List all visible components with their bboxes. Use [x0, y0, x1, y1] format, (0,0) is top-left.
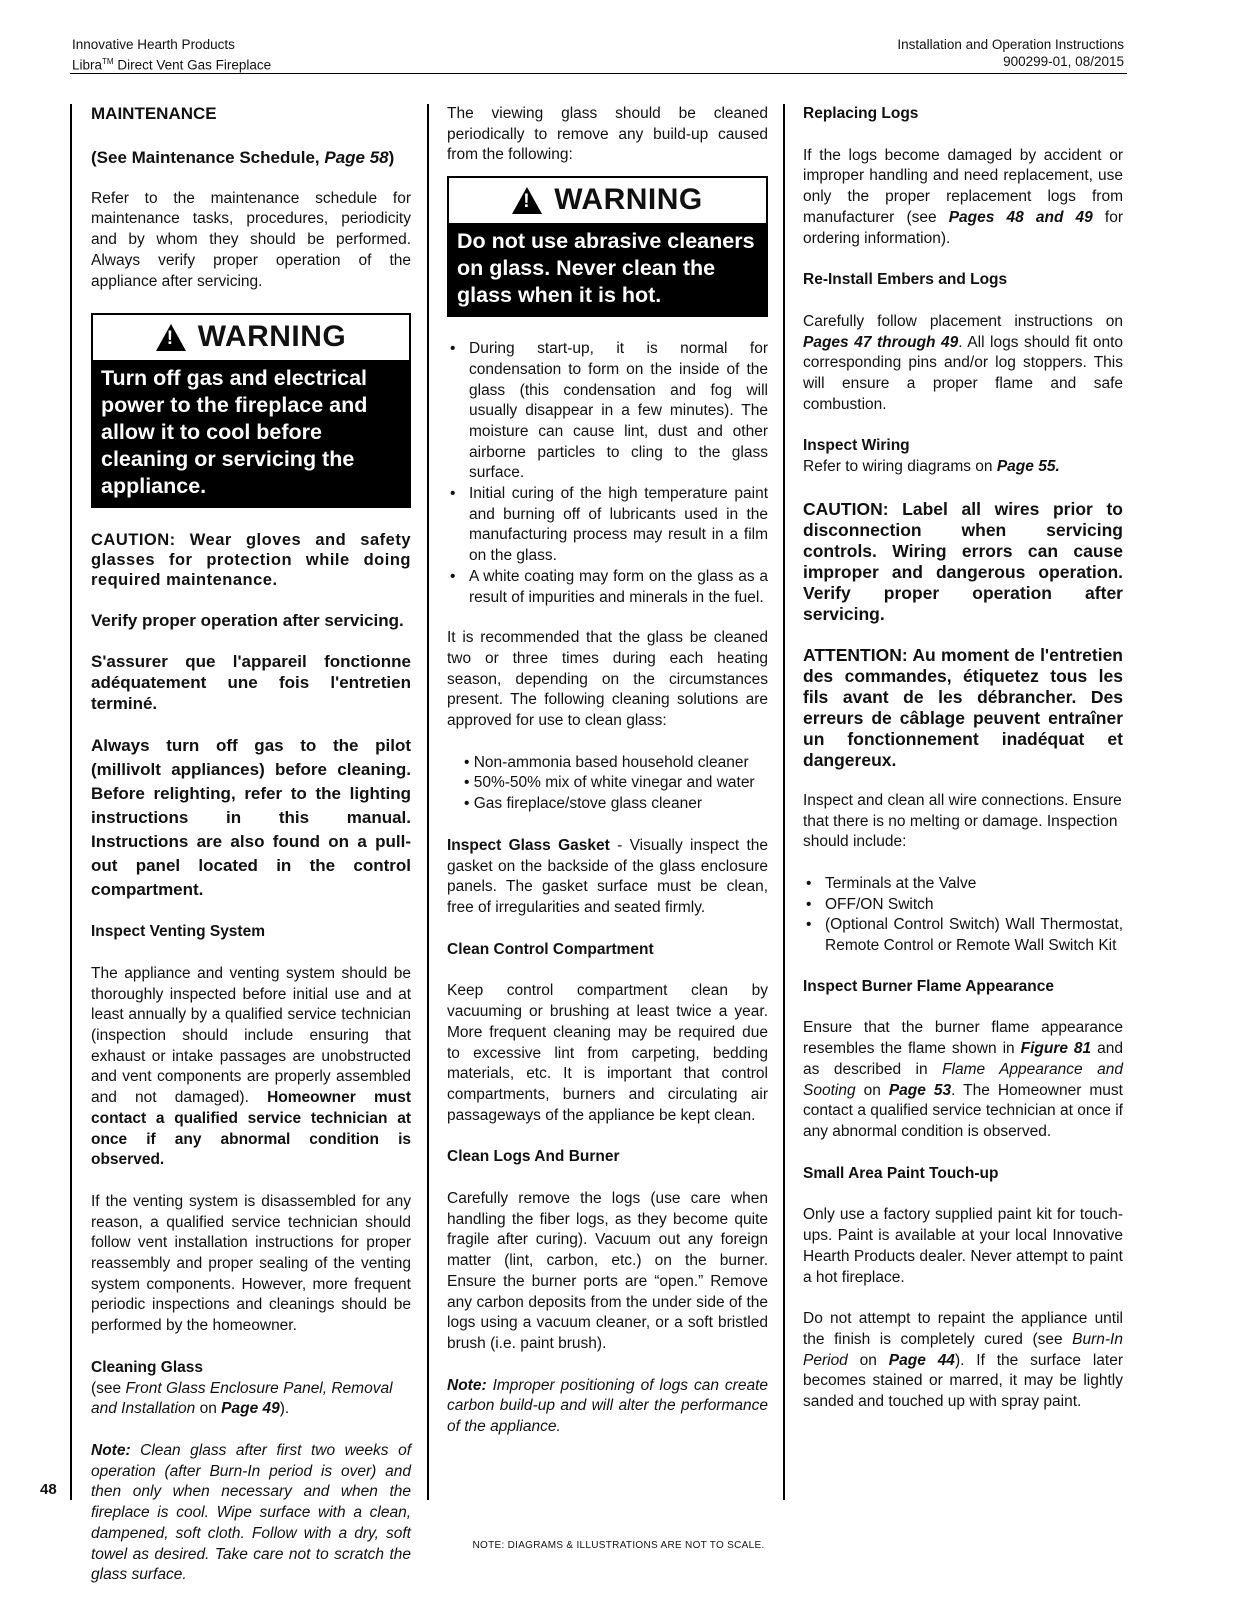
solutions-list — [447, 753, 768, 815]
list-item: • Non-ammonia based household cleaner — [464, 753, 749, 771]
warning-title: ! WARNING — [93, 315, 409, 360]
venting-paragraph-2: If the venting system is disassembled for any reason, a qualified service technician should follow vent installation instructions for proper reassembly and proper sealing of the venting system components. However, more frequent periodic inspections and cleanings should be performed by the homeowner. — [91, 1192, 411, 1335]
glass-causes-list — [447, 339, 768, 608]
warning-box — [91, 313, 411, 508]
glass-warning-box — [447, 176, 768, 317]
footer-note: NOTE: DIAGRAMS & ILLUSTRATIONS ARE NOT TO SCALE. — [472, 1540, 765, 1551]
doc-title: Installation and Operation Instructions — [897, 37, 1124, 52]
paint-title: Small Area Paint Touch-up — [803, 1164, 999, 1182]
list-item: • Gas fireplace/stove glass cleaner — [464, 795, 703, 813]
header-right — [897, 36, 1124, 70]
warning-triangle-icon — [156, 324, 186, 351]
reinstall-title: Re-Install Embers and Logs — [803, 271, 1008, 289]
column-rule-left — [70, 104, 72, 1500]
verify-text: Verify proper operation after servicing. — [91, 611, 404, 631]
product-name: Libra™ Direct Vent Gas Fireplace — [72, 57, 272, 73]
column-3 — [803, 104, 1123, 1434]
logs-note: Note: Improper positioning of logs can create carbon build-up and will alter the performance of the appliance. — [447, 1376, 768, 1436]
inspect-list — [803, 874, 1123, 957]
warning-body: Turn off gas and electrical power to the fireplace and allow it to cool before cleaning or servicing the appliance. — [93, 360, 409, 506]
list-item: • OFF/ON Switch — [803, 895, 1123, 916]
paint-paragraph-2: Do not attempt to repaint the appliance until the finish is completely cured (see Burn-In Period on Page 44). If the surface later becomes stained or marred, it may be lightly sanded and touched up with spray paint. — [803, 1310, 1123, 1411]
list-item: • Terminals at the Valve — [803, 874, 1123, 895]
replacing-paragraph: If the logs become damaged by accident or improper handling and need replacement, use only the proper replacement logs from manufacturer (see Pages 48 and 49 for ordering information). — [803, 146, 1123, 247]
wiring-attention-french: ATTENTION: Au moment de l'entretien des commandes, étiquetez tous les fils avant de les débrancher. Des erreurs de câblage peuvent entraîner un fonctionnement inadéquat et dangereux. — [803, 644, 1123, 770]
header-left — [72, 36, 271, 74]
column-2 — [447, 104, 768, 1459]
header-rule — [70, 73, 1127, 74]
schedule-ref: (See Maintenance Schedule, Page 58) — [91, 147, 395, 167]
glass-warning-title: ! WARNING — [449, 178, 766, 223]
paint-paragraph-1: Only use a factory supplied paint kit for touch-ups. Paint is available at your local Innovative Hearth Products dealer. Never attempt to paint a hot fireplace. — [803, 1206, 1123, 1286]
venting-paragraph-1: The appliance and venting system should be thoroughly inspected before initial use and at least annually by a qualified service technician (inspection should include ensuring that exhaust or intake passages are unobstructed and vent components are properly assembled and not damaged). Homeowner must contact a qualified service technician at once if any abnormal condition is observed. — [91, 964, 411, 1169]
doc-number: 900299-01, 08/2015 — [1003, 54, 1124, 69]
gasket-paragraph: Inspect Glass Gasket - Visually inspect the gasket on the backside of the glass enclosure panels. The gasket surface must be clean, free of irregularities and seated firmly. — [447, 836, 768, 916]
wiring-caution: CAUTION: Label all wires prior to disconnection when servicing controls. Wiring errors can cause improper and dangerous operation. Verify proper operation after servicing. — [803, 498, 1123, 624]
reinstall-paragraph: Carefully follow placement instructions on Pages 47 through 49. All logs should fit onto corresponding pins and/or log stoppers. This will ensure a proper flame and safe combustion. — [803, 312, 1123, 413]
list-item: • 50%-50% mix of white vinegar and water — [464, 774, 755, 792]
glass-warning-body: Do not use abrasive cleaners on glass. Never clean the glass when it is hot. — [449, 223, 766, 315]
control-title: Clean Control Compartment — [447, 940, 654, 958]
replacing-title: Replacing Logs — [803, 105, 919, 122]
warning-triangle-icon — [512, 187, 542, 214]
intro-paragraph: Refer to the maintenance schedule for maintenance tasks, procedures, periodicity and by whom they should be performed. Always verify proper operation of the appliance after servicing. — [91, 189, 411, 290]
flame-paragraph: Ensure that the burner flame appearance resembles the flame shown in Figure 81 and as described in Flame Appearance and Sooting on Page 53. The Homeowner must contact a qualified service technician at once if any abnormal condition is observed. — [803, 1019, 1123, 1140]
list-item: • (Optional Control Switch) Wall Thermostat, Remote Control or Remote Wall Switch Kit — [803, 915, 1123, 956]
recommend-paragraph: It is recommended that the glass be cleaned two or three times during each heating season, depending on the circumstances present. The following cleaning solutions are approved for use to clean glass: — [447, 629, 768, 730]
list-item: • Initial curing of the high temperature paint and burning off of lubricants used in the manufacturing process may result in a film on the glass. — [447, 484, 768, 567]
glass-reference: (see Front Glass Enclosure Panel, Removal and Installation on Page 49). — [91, 1379, 393, 1418]
list-item: • During start-up, it is normal for condensation to form on the inside of the glass (this condensation and fog will usually disappear in a few minutes). The moisture can cause lint, dust and other airborne particles to cling to the glass surface. — [447, 339, 768, 484]
venting-title: Inspect Venting System — [91, 923, 265, 941]
glass-note: Note: Clean glass after first two weeks of operation (after Burn-In period is over) and then only when necessary and when the fireplace is cool. Wipe surface with a clean, dampened, soft cloth. Follow with a dry, soft towel as desired. Take care not to scratch the glass surface. — [91, 1441, 411, 1584]
caution-text: CAUTION: Wear gloves and safety glasses for protection while doing required maintenance. — [91, 531, 411, 590]
column-rule-middle-2 — [783, 104, 785, 1500]
wiring-title: Inspect Wiring — [803, 437, 910, 455]
flame-title: Inspect Burner Flame Appearance — [803, 977, 1054, 995]
logs-title: Clean Logs And Burner — [447, 1148, 620, 1166]
page-number: 48 — [40, 1481, 57, 1498]
glass-intro: The viewing glass should be cleaned periodically to remove any build-up caused from the following: — [447, 105, 768, 164]
column-1 — [91, 104, 411, 1607]
logs-paragraph: Carefully remove the logs (use care when handling the fiber logs, as they become quite fragile after curing). Vacuum out any foreign matter (lint, carbon, etc.) on the burner. Ensure the burner ports are “open.” Remove any carbon deposits from the under side of the logs using a vacuum cleaner, or a soft bristled brush (i.e. paint brush). — [447, 1190, 768, 1352]
section-title: MAINTENANCE — [91, 104, 217, 123]
company-name: Innovative Hearth Products — [72, 37, 235, 52]
glass-title: Cleaning Glass — [91, 1358, 203, 1376]
pilot-warning-text: Always turn off gas to the pilot (millivolt appliances) before cleaning. Before relighting, refer to the lighting instructions in this manual. Instructions are also found on a pull-out panel located in the control compartment. — [91, 736, 411, 900]
french-verify-text: S'assurer que l'appareil fonctionne adéquatement une fois l'entretien terminé. — [91, 652, 411, 714]
control-paragraph: Keep control compartment clean by vacuuming or brushing at least twice a year. More frequent cleaning may be required due to excessive lint from carpeting, bedding materials, etc. It is important that control compartments, burners and circulating air passageways of the appliance be kept clean. — [447, 982, 768, 1124]
inspect-paragraph: Inspect and clean all wire connections. Ensure that there is no melting or damage. Inspection should include: — [803, 791, 1122, 851]
list-item: • A white coating may form on the glass as a result of impurities and minerals in the fuel. — [447, 567, 768, 608]
wiring-paragraph: Refer to wiring diagrams on Page 55. — [803, 458, 1060, 476]
column-rule-middle-1 — [427, 104, 429, 1500]
